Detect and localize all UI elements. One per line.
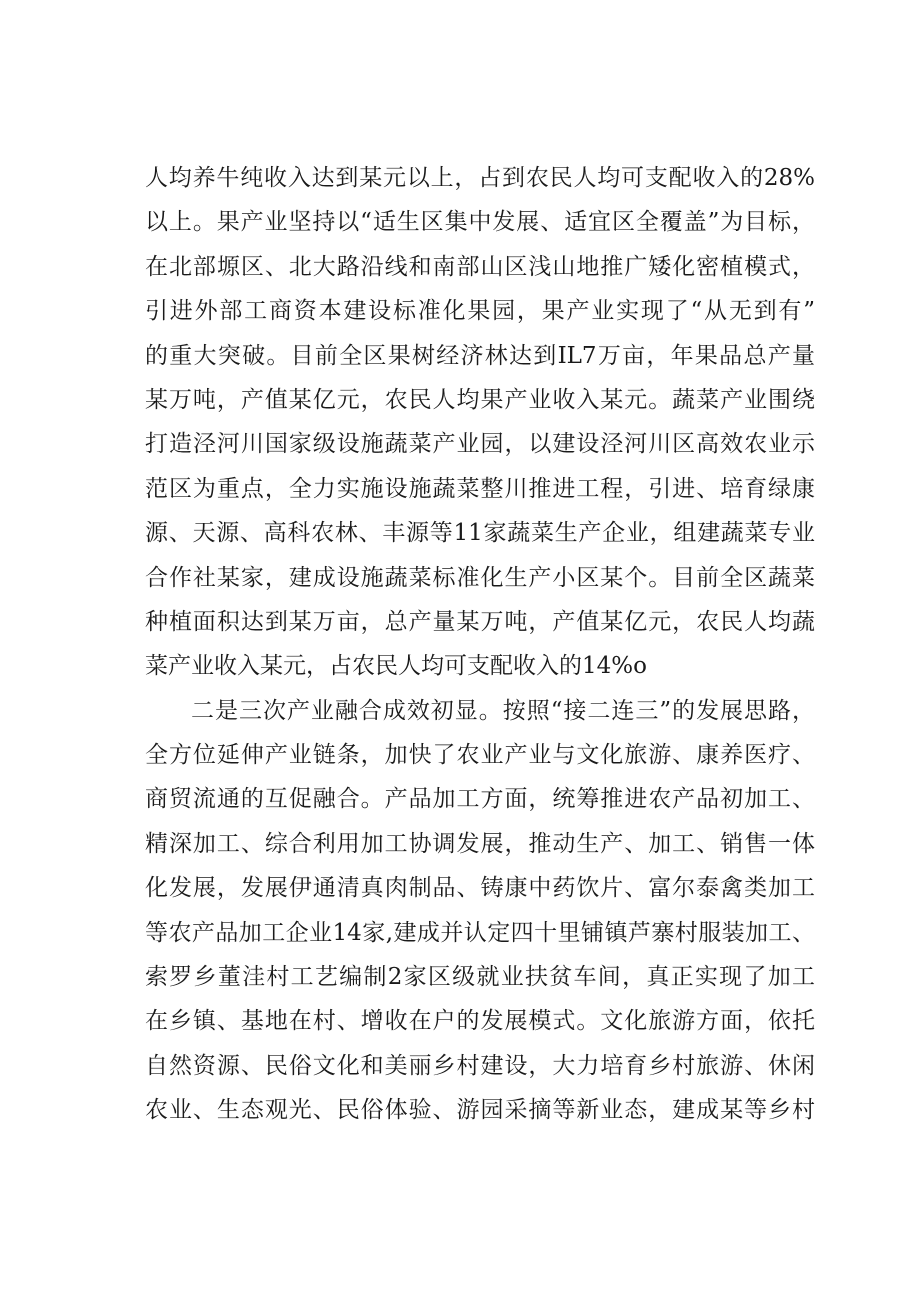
text-line: 精深加工、综合利用加工协调发展，推动生产、加工、销售一体 <box>145 830 815 857</box>
text-line: 人均养牛纯收入达到某元以上，占到农民人均可支配收入的28% <box>145 165 815 191</box>
text-line: 合作社某家，建成设施蔬菜标准化生产小区某个。目前全区蔬菜 <box>145 564 815 591</box>
text-line: 源、天源、高科农林、丰源等11家蔬菜生产企业，组建蔬菜专业 <box>145 520 815 547</box>
body-text <box>145 156 815 1133</box>
text-line: 化发展，发展伊通清真肉制品、铸康中药饮片、富尔泰禽类加工 <box>145 875 815 902</box>
text-line: 在北部塬区、北大路沿线和南部山区浅山地推广矮化密植模式， <box>145 253 815 280</box>
text-line: 种植面积达到某万亩，总产量某万吨，产值某亿元，农民人均蔬 <box>145 608 815 635</box>
text-line: 某万吨，产值某亿元，农民人均果产业收入某元。蔬菜产业围绕 <box>145 386 815 413</box>
text-line: 打造泾河川国家级设施蔬菜产业园，以建设泾河川区高效农业示 <box>145 431 815 458</box>
text-line: 范区为重点，全力实施设施蔬菜整川推进工程，引进、培育绿康 <box>145 475 815 502</box>
text-line: 自然资源、民俗文化和美丽乡村建设，大力培育乡村旅游、休闲 <box>145 1052 815 1079</box>
text-line: 菜产业收入某元，占农民人均可支配收入的14%o <box>145 653 647 680</box>
text-line: 引进外部工商资本建设标准化果园，果产业实现了“从无到有” <box>145 298 815 325</box>
text-line: 二是三次产业融合成效初显。按照“接二连三”的发展思路， <box>191 697 815 724</box>
text-line: 农业、生态观光、民俗体验、游园采摘等新业态，建成某等乡村 <box>145 1097 815 1124</box>
text-line: 以上。果产业坚持以“适生区集中发展、适宜区全覆盖”为目标， <box>145 209 815 236</box>
text-line: 的重大突破。目前全区果树经济林达到IL7万亩，年果品总产量 <box>145 342 815 369</box>
text-line: 商贸流通的互促融合。产品加工方面，统筹推进农产品初加工、 <box>145 786 815 813</box>
text-line: 全方位延伸产业链条，加快了农业产业与文化旅游、康养医疗、 <box>145 742 815 769</box>
text-line: 在乡镇、基地在村、增收在户的发展模式。文化旅游方面，依托 <box>145 1008 815 1035</box>
text-line: 等农产品加工企业14家,建成并认定四十里铺镇芦寨村服装加工、 <box>145 919 815 946</box>
text-line: 索罗乡董洼村工艺编制2家区级就业扶贫车间，真正实现了加工 <box>145 964 815 991</box>
